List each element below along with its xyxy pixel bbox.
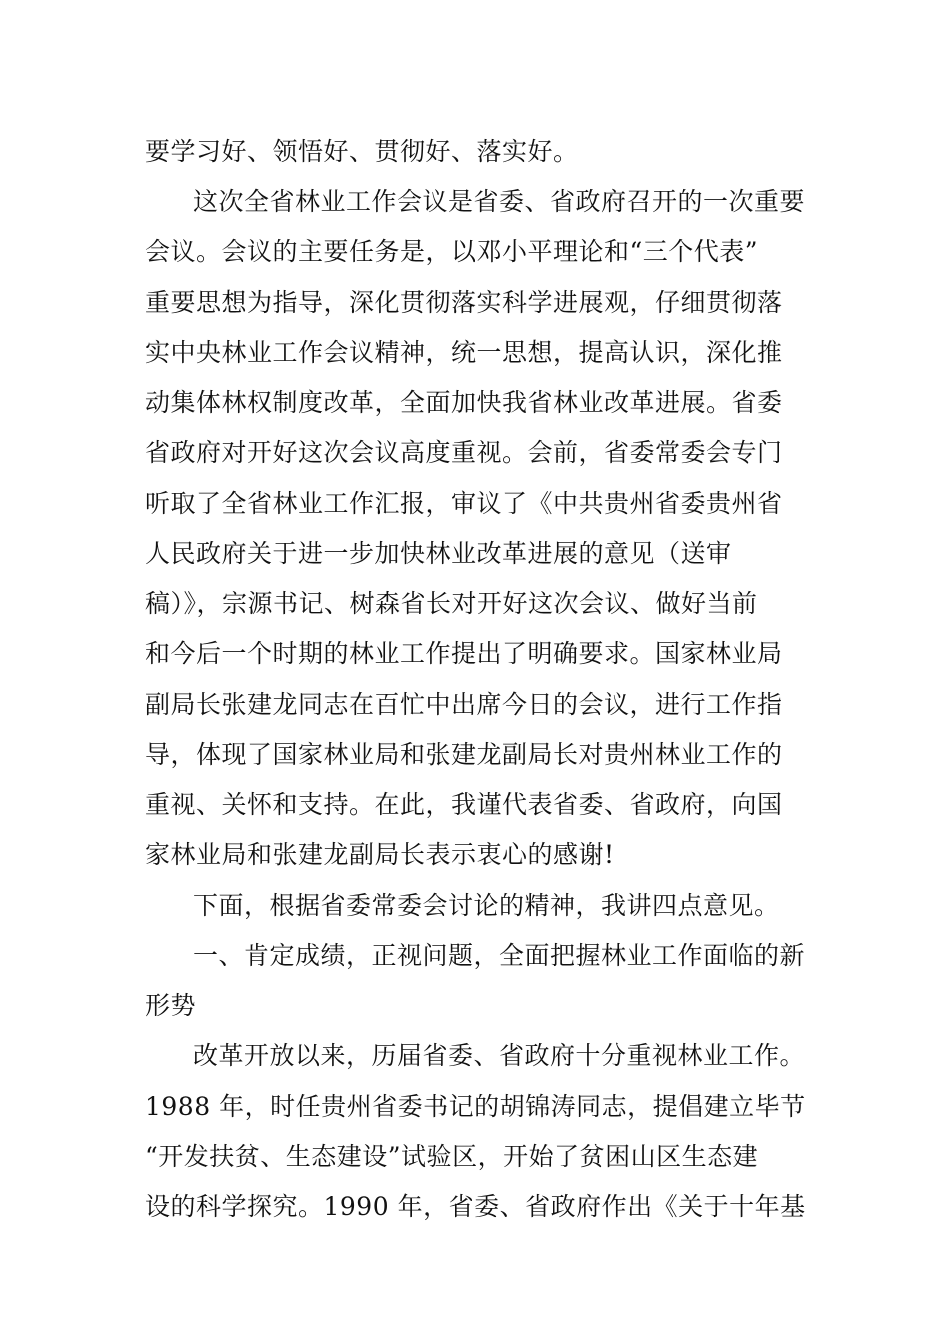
- text-line: 省政府对开好这次会议高度重视。会前，省委常委会专门: [145, 438, 783, 467]
- text-line: 重视、关怀和支持。在此，我谨代表省委、省政府，向国: [145, 790, 783, 819]
- section-heading-line: 形势: [145, 991, 197, 1020]
- text-line: 导，体现了国家林业局和张建龙副局长对贵州林业工作的: [145, 740, 783, 769]
- text-line: 人民政府关于进一步加快林业改革进展的意见（送审: [145, 539, 732, 568]
- text-line: 改革开放以来，历届省委、省政府十分重视林业工作。: [193, 1041, 806, 1070]
- text-line: 下面，根据省委常委会讨论的精神，我讲四点意见。: [193, 891, 780, 920]
- text-line: “开发扶贫、生态建设”试验区，开始了贫困山区生态建: [145, 1142, 759, 1171]
- text-line: 副局长张建龙同志在百忙中出席今日的会议，进行工作指: [145, 690, 783, 719]
- text-line: 要学习好、领悟好、贯彻好、落实好。: [145, 137, 579, 166]
- text-line: 这次全省林业工作会议是省委、省政府召开的一次重要: [193, 187, 806, 216]
- section-heading-line: 一、肯定成绩，正视问题，全面把握林业工作面临的新: [193, 941, 806, 970]
- text-line: 听取了全省林业工作汇报，审议了《中共贵州省委贵州省: [145, 489, 783, 518]
- text-line: 1988 年，时任贵州省委书记的胡锦涛同志，提倡建立毕节: [145, 1092, 806, 1121]
- text-line: 和今后一个时期的林业工作提出了明确要求。国家林业局: [145, 639, 783, 668]
- text-line: 动集体林权制度改革，全面加快我省林业改革进展。省委: [145, 388, 783, 417]
- text-line: 重要思想为指导，深化贯彻落实科学进展观，仔细贯彻落: [145, 288, 783, 317]
- text-line: 实中央林业工作会议精神，统一思想，提高认识，深化推: [145, 338, 783, 367]
- text-line: 会议。会议的主要任务是，以邓小平理论和“三个代表”: [145, 237, 759, 266]
- text-line: 家林业局和张建龙副局长表示衷心的感谢!: [145, 840, 615, 869]
- text-line: 稿）》，宗源书记、树森省长对开好这次会议、做好当前: [145, 589, 758, 618]
- text-line: 设的科学探究。1990 年，省委、省政府作出《关于十年基: [145, 1192, 806, 1221]
